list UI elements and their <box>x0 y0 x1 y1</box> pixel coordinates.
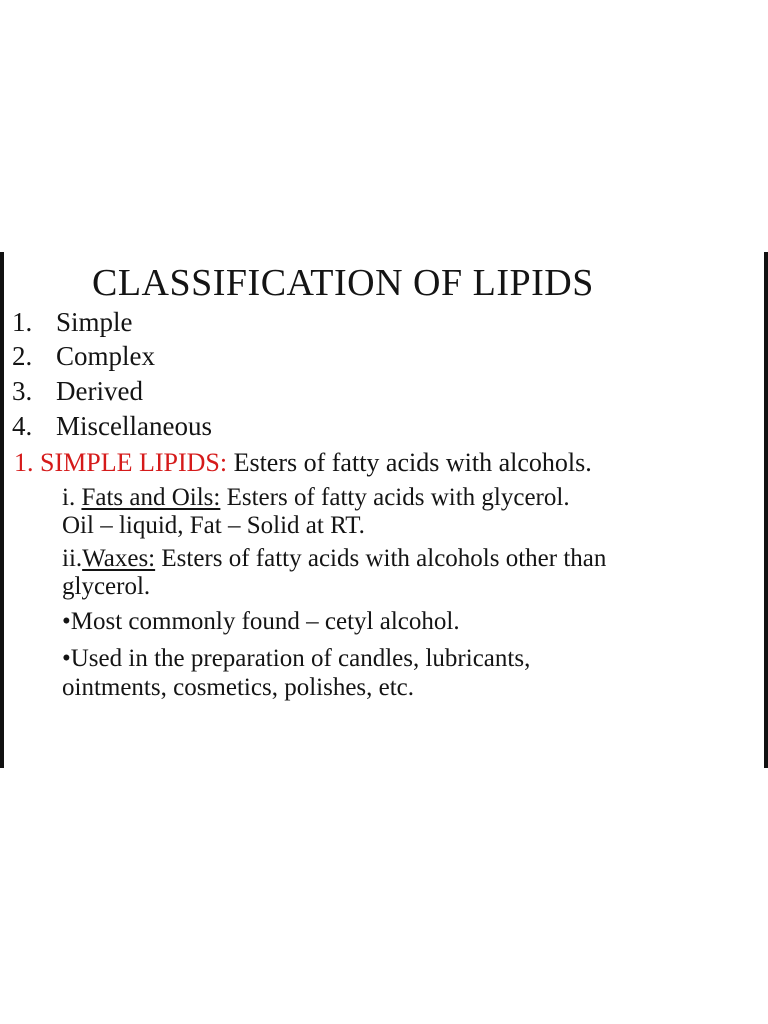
simple-lipids-heading: 1. SIMPLE LIPIDS: <box>14 448 228 477</box>
class-item-label: Miscellaneous <box>56 411 212 441</box>
bullet-item-cont: ointments, cosmetics, polishes, etc. <box>62 674 415 701</box>
slide-right-border <box>764 252 768 768</box>
class-item-number: 3. <box>12 376 33 406</box>
slide-left-border <box>0 252 4 768</box>
waxes-term: Waxes: <box>82 545 156 572</box>
waxes-line <box>62 546 606 571</box>
bullet-item: •Used in the preparation of candles, lubricants, <box>62 645 531 672</box>
bullet-item: •Most commonly found – cetyl alcohol. <box>62 608 460 635</box>
class-item-number: 1. <box>12 307 33 337</box>
class-item-number: 4. <box>12 411 33 441</box>
simple-lipids-definition: Esters of fatty acids with alcohols. <box>233 448 592 477</box>
class-item-simple <box>12 309 133 336</box>
class-item-miscellaneous <box>12 413 212 440</box>
class-item-complex <box>12 343 155 370</box>
class-item-label: Complex <box>56 341 155 371</box>
fats-oils-note: Oil – liquid, Fat – Solid at RT. <box>62 512 365 539</box>
class-item-label: Derived <box>56 376 143 406</box>
waxes-definition: Esters of fatty acids with alcohols other than <box>161 545 607 572</box>
fats-oils-line <box>62 485 570 510</box>
class-item-label: Simple <box>56 307 133 337</box>
waxes-definition-cont: glycerol. <box>62 573 151 600</box>
waxes-prefix: ii. <box>62 545 83 572</box>
fats-oils-prefix: i. <box>62 484 76 511</box>
class-item-derived <box>12 378 143 405</box>
class-item-number: 2. <box>12 341 33 371</box>
simple-lipids-line <box>14 450 592 476</box>
fats-oils-term: Fats and Oils: <box>81 484 221 511</box>
slide-title: CLASSIFICATION OF LIPIDS <box>92 262 594 304</box>
fats-oils-definition: Esters of fatty acids with glycerol. <box>226 484 570 511</box>
